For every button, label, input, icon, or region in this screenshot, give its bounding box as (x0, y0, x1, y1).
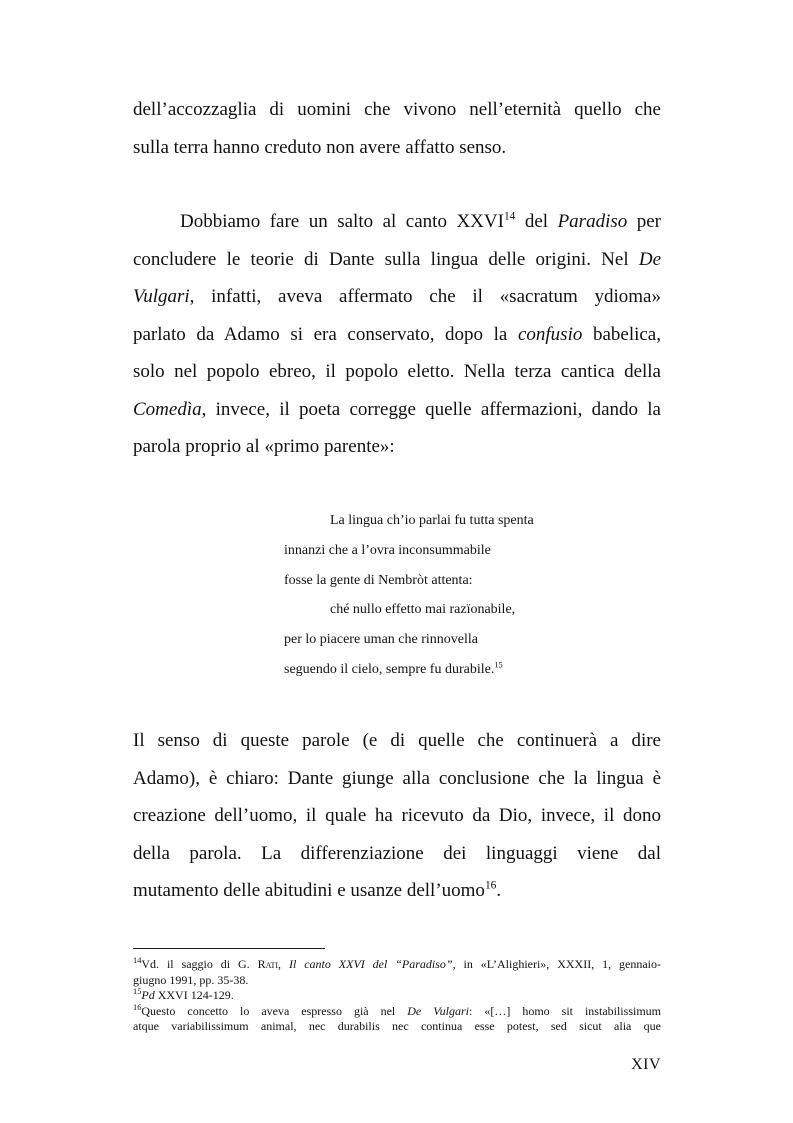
footnote-ref-14: 14 (503, 210, 516, 223)
text-line: parola proprio al «primo parente»: (133, 436, 395, 457)
footnote-ref-15: 15 (494, 660, 503, 670)
text-line: Comedìa, invece, il poeta corregge quelle affermazioni, dando la (133, 398, 661, 420)
verse-line: ché nullo effetto mai razïonabile, (330, 602, 516, 618)
verse-quotation (284, 506, 644, 685)
text-line: sulla terra hanno creduto non avere affatto senso. (133, 136, 507, 158)
verse-line: fosse la gente di Nembròt attenta: (284, 572, 473, 588)
footnote-14-continued: giugno 1991, pp. 35-38. (133, 972, 249, 987)
paragraph-conclusion (133, 722, 661, 910)
text-line: solo nel popolo ebreo, il popolo eletto. Nella terza cantica della (133, 361, 661, 382)
verse-line: seguendo il cielo, sempre fu durabile.$^{15}$ (284, 660, 503, 677)
footnote-15: $^{15}$Pd XXVI 124-129. (133, 987, 234, 1002)
footnote-16: $^{16}$Questo concetto lo aveva espresso già nel De Vulgari: «[…] homo sit instabilissimum (133, 1002, 661, 1018)
text-line: concludere le teorie di Dante sulla lingua delle origini. Nel De (133, 248, 661, 270)
footnotes (133, 957, 661, 1035)
text-line: mutamento delle abitudini e usanze dell’uomo$^{16}$. (133, 879, 502, 901)
text-line: Dobbiamo fare un salto al canto XXVI$^{14}$ del Paradiso per (180, 210, 662, 232)
text-line: creazione dell’uomo, il quale ha ricevuto da Dio, invece, il dono (133, 805, 661, 826)
text-line: Il senso di queste parole (e di quelle che continuerà a dire (133, 730, 661, 751)
text-line: Vulgari, infatti, aveva affermato che il «sacratum ydioma» (133, 286, 661, 307)
page-number: XIV (631, 1056, 661, 1073)
paragraph-canto-xxvi (133, 203, 661, 466)
text-line: della parola. La differenziazione dei linguaggi viene dal (133, 842, 661, 864)
footnote-separator (133, 948, 325, 949)
verse-line: per lo piacere uman che rinnovella (284, 632, 478, 648)
text-line: parlato da Adamo si era conservato, dopo la confusio babelica, (133, 323, 661, 345)
verse-line: La lingua ch’io parlai fu tutta spenta (330, 513, 534, 528)
text-line: dell’accozzaglia di uomini che vivono nell’eternità quello che (133, 99, 661, 120)
paragraph-continuation (133, 91, 661, 166)
text-line: Adamo), è chiaro: Dante giunge alla conclusione che la lingua è (133, 767, 661, 789)
verse-line: innanzi che a l’ovra inconsummabile (284, 542, 491, 558)
footnote-16-continued: atque variabilissimum animal, nec durabilis nec continua esse potest, sed sicut alia que (133, 1019, 661, 1033)
footnote-14: $^{14}$Vd. il saggio di G. Rati, Il canto XXVI del “Paradiso”, in «L’Alighieri», XXXII, 1, gennaio- (133, 956, 662, 971)
footnote-ref-16: 16 (484, 879, 497, 892)
